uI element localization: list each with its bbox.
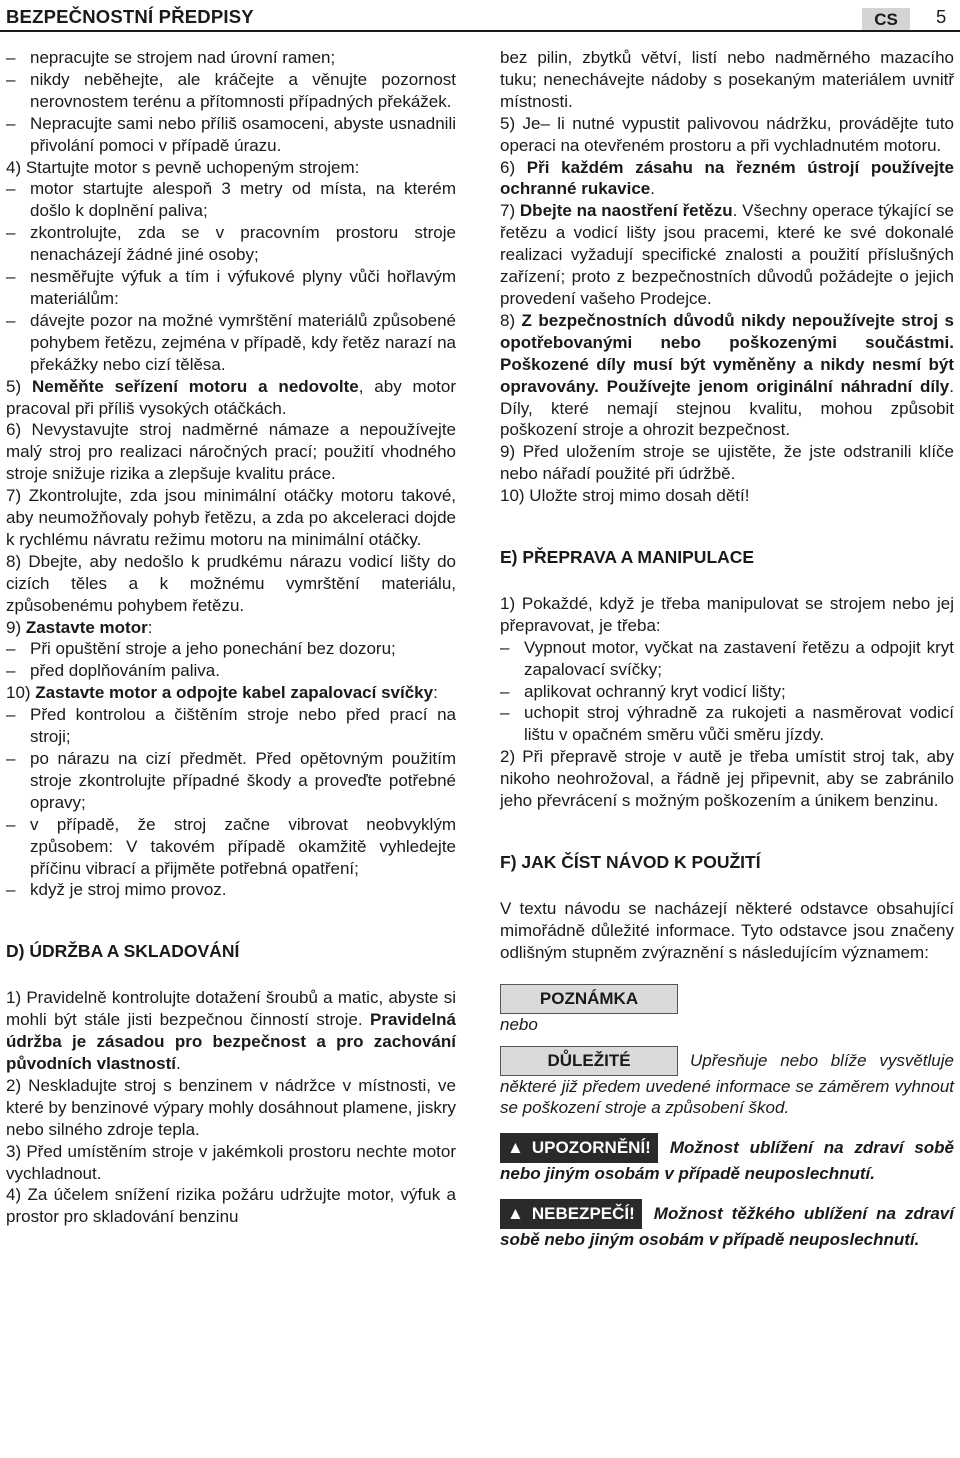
paragraph-d5: 5) Je– li nutné vypustit palivovou nádržku, provádějte tuto operaci na otevřeném prostoru a při vychladnutém motoru.	[500, 113, 954, 155]
list-item: – Před kontrolou a čištěním stroje nebo před prací na stroji;	[6, 705, 456, 747]
list-item: – uchopit stroj výhradně za rukojeti a nasměrovat vodicí lištu v opačném směru vůči směru jízdy.	[500, 703, 954, 745]
list-item: – Nepracujte sami nebo příliš osamoceni, abyste usnadnili přivolání pomoci v případě úrazu.	[6, 113, 456, 155]
paragraph-5: 5) Neměňte seřízení motoru a nedovolte, aby motor pracoval při příliš vysokých otáčkách.	[6, 376, 456, 418]
warning-text: Možnost ublížení na zdraví sobě nebo jiným osobám v případě neuposlechnutí.	[500, 1138, 954, 1184]
important-block	[500, 1046, 954, 1120]
header-rule	[0, 30, 960, 32]
right-column	[500, 47, 954, 1251]
paragraph-d10: 10) Uložte stroj mimo dosah dětí!	[500, 486, 750, 506]
danger-label: ▲ NEBEZPEČÍ!	[500, 1199, 642, 1229]
paragraph-d7: 7) Dbejte na naostření řetězu. Všechny operace týkající se řetězu a vodicí lišty jsou pracemi, které ke své dokonalé realizaci vyžadují specifické znalosti a použití příslušných zařízení; proto z bezpečnostních důvodů požádejte o jejich provedení vašeho Prodejce.	[500, 201, 954, 308]
list-item: – aplikovat ochranný kryt vodicí lišty;	[500, 681, 786, 701]
paragraph-d2: 2) Neskladujte stroj s benzinem v nádržce v místnosti, ve které by benzinové výpary mohly dosáhnout plamene, jiskry nebo silného zdroje tepla.	[6, 1075, 456, 1139]
paragraph-7: 7) Zkontrolujte, zda jsou minimální otáčky motoru takové, aby neumožňovaly pohyb řetězu, a zda po akceleraci dojde k rychlému návratu režimu motoru na minimální otáčky.	[6, 486, 456, 549]
important-text: Upřesňuje nebo blíže vysvětluje některé již předem uvedené informace se záměrem vyhnout se poškození stroje a způsobení škod.	[500, 1050, 954, 1118]
warning-label: ▲ UPOZORNĚNÍ!	[500, 1133, 658, 1163]
warning-block	[500, 1133, 954, 1185]
danger-block	[500, 1199, 954, 1251]
important-label: DŮLEŽITÉ	[500, 1046, 678, 1076]
paragraph-d3: 3) Před umístěním stroje v jakémkoli prostoru nechte motor vychladnout.	[6, 1141, 456, 1183]
paragraph-d1: 1) Pravidelně kontrolujte dotažení šroubů a matic, abyste si mohli být stále jisti bezpečnou činností stroje. Pravidelná údržba je zásadou pro bezpečnost a pro zachování původních vlastností.	[6, 988, 456, 1073]
section-heading-e: E) PŘEPRAVA A MANIPULACE	[500, 547, 755, 568]
section-heading-d: D) ÚDRŽBA A SKLADOVÁNÍ	[6, 941, 240, 962]
list-item: – Vypnout motor, vyčkat na zastavení řetězu a odpojit kryt zapalovací svíčky;	[500, 637, 954, 679]
list-item: – Při opuštění stroje a jeho ponechání bez dozoru;	[6, 639, 396, 659]
paragraph-d6: 6) Při každém zásahu na řezném ústrojí používejte ochranné rukavice.	[500, 157, 954, 199]
list-item: – v případě, že stroj začne vibrovat neobvyklým způsobem: V takovém případě okamžitě vyhledejte příčinu vibrací a přijměte potřebná opatření;	[6, 814, 456, 878]
list-item: – dávejte pozor na možné vymrštění materiálů způsobené pohybem řetězu, zejména v případě, kdy řetěz narazí na překážky nebo cizí tělěsa.	[6, 310, 456, 374]
page-header	[0, 0, 960, 34]
paragraph-6: 6) Nevystavujte stroj nadměrné námaze a nepoužívejte malý stroj pro realizaci náročných prací; použití vhodného stroje snižuje rizika a zlepšuje kvalitu práce.	[6, 420, 456, 484]
section-title: BEZPEČNOSTNÍ PŘEDPISY	[6, 6, 254, 27]
paragraph-10: 10) Zastavte motor a odpojte kabel zapalovací svíčky:	[6, 683, 438, 703]
list-item: – když je stroj mimo provoz.	[6, 880, 227, 900]
left-column	[6, 47, 456, 1228]
page-number: 5	[936, 6, 947, 27]
list-item: – nikdy neběhejte, ale kráčejte a věnujte pozornost nerovnostem terénu a přítomnosti případných překážek.	[6, 69, 456, 111]
paragraph-d4: 4) Za účelem snížení rizika požáru udržujte motor, výfuk a prostor pro skladování benzinu	[6, 1185, 456, 1227]
list-item: – zkontrolujte, zda se v pracovním prostoru stroje nenacházejí žádné jiné osoby;	[6, 223, 456, 265]
warning-icon: ▲	[507, 1138, 524, 1158]
paragraph-e2: 2) Při přepravě stroje v autě je třeba umístit stroj tak, aby nikoho neohrožoval, a řádně jej připevnit, aby se zabránilo jeho převrácení s možným poškozením a únikem benzinu.	[500, 747, 954, 811]
danger-text: Možnost těžkého ublížení na zdraví sobě nebo jiným osobám v případě neuposlechnutí.	[500, 1204, 954, 1250]
paragraph-9: 9) Zastavte motor:	[6, 617, 153, 637]
list-item: – po nárazu na cizí předmět. Před opětovným použitím stroje zkontrolujte případné škody a proveďte potřebné opravy;	[6, 749, 456, 812]
nebo-text: nebo	[500, 1014, 538, 1034]
list-item: – nesměřujte výfuk a tím i výfukové plyny vůči hořlavým materiálům:	[6, 267, 456, 308]
paragraph-4: 4) Startujte motor s pevně uchopeným strojem:	[6, 157, 360, 177]
paragraph-d9: 9) Před uložením stroje se ujistěte, že jste odstranili klíče nebo nářadí použité při údržbě.	[500, 442, 954, 484]
list-item: – nepracujte se strojem nad úrovní ramen;	[6, 48, 336, 67]
paragraph-d8: 8) Z bezpečnostních důvodů nikdy nepoužívejte stroj s opotřebovanými nebo poškozenými součástmi. Poškozené díly musí být vyměněny a nikdy nesmí být opravovány. Používejte jenom originální náhradní díly. Díly, které nemají stejnou kvalitu, mohou způsobit poškození stroje a ohrozit bezpečnost.	[500, 310, 954, 440]
paragraph-8: 8) Dbejte, aby nedošlo k prudkému nárazu vodicí lišty do cizích těles a k možnému vymrštění materiálu, způsobenému pohybem řetězu.	[6, 551, 456, 615]
paragraph-f1: V textu návodu se nacházejí některé odstavce obsahující mimořádně důležité informace. Tyto odstavce jsou značeny odlišným stupněm zvýraznění s následujícím významem:	[500, 898, 954, 962]
list-item: – před doplňováním paliva.	[6, 661, 220, 681]
note-label: POZNÁMKA	[500, 984, 678, 1014]
section-heading-f: F) JAK ČÍST NÁVOD K POUŽITÍ	[500, 852, 761, 872]
language-badge: CS	[862, 8, 910, 31]
note-block	[500, 984, 954, 1014]
paragraph-continued: bez pilin, zbytků větví, listí nebo nadměrného mazacího tuku; nenechávejte nádoby s posekaným materiálem uvnitř místnosti.	[500, 48, 954, 111]
paragraph-e1: 1) Pokaždé, když je třeba manipulovat se strojem nebo jej přepravovat, je třeba:	[500, 593, 954, 635]
danger-icon: ▲	[507, 1204, 524, 1224]
list-item: – motor startujte alespoň 3 metry od místa, na kterém došlo k doplnění paliva;	[6, 179, 456, 221]
